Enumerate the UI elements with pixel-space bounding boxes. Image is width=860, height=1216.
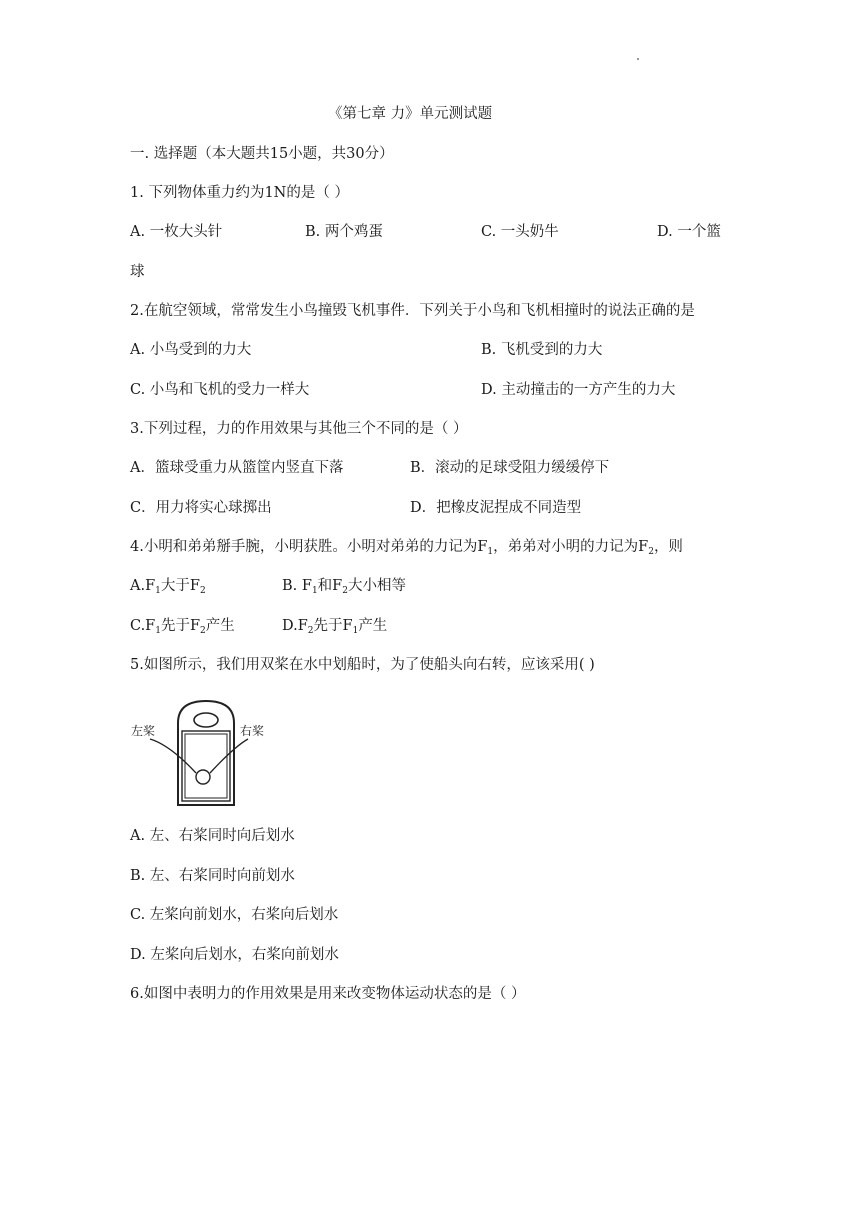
question-3-stem: 3.下列过程，力的作用效果与其他三个不同的是（ ） xyxy=(130,421,468,437)
question-2-option-d: D. 主动撞击的一方产生的力大 xyxy=(481,382,676,398)
question-1-option-a: A. 一枚大头针 xyxy=(130,224,223,240)
page-title: 《第七章 力》单元测试题 xyxy=(328,106,493,122)
question-6-stem: 6.如图中表明力的作用效果是用来改变物体运动状态的是（ ） xyxy=(130,986,526,1002)
question-1-option-d: D. 一个篮 xyxy=(657,224,721,240)
boat-figure xyxy=(130,695,280,815)
question-4-stem: 4.小明和弟弟掰手腕，小明获胜。小明对弟弟的力记为$F_1$，弟弟对小明的力记为$F_2$，则 xyxy=(130,539,683,557)
question-2-option-b: B. 飞机受到的力大 xyxy=(481,342,603,358)
question-5-stem: 5.如图所示，我们用双桨在水中划船时，为了使船头向右转，应该采用( ) xyxy=(130,657,595,673)
question-2-option-c: C. 小鸟和飞机的受力一样大 xyxy=(130,382,310,398)
question-1-stem: 1. 下列物体重力约为1N的是（ ） xyxy=(130,185,349,201)
question-4-option-b: B. $F_1$和$F_2$大小相等 xyxy=(282,578,406,596)
question-3-option-b: B．滚动的足球受阻力缓缓停下 xyxy=(410,460,610,476)
right-oar-label: 右桨 xyxy=(240,724,265,738)
left-oar-label: 左桨 xyxy=(131,724,156,738)
question-4-option-a: $A.F_1$大于$F_2$ xyxy=(130,578,206,596)
page-dot xyxy=(637,58,639,60)
question-1-option-d-wrap: 球 xyxy=(130,264,145,280)
question-5-option-a: A. 左、右桨同时向后划水 xyxy=(130,828,295,844)
question-3-option-d: D．把橡皮泥捏成不同造型 xyxy=(410,500,582,516)
question-3-option-a: A．篮球受重力从篮筐内竖直下落 xyxy=(130,460,344,476)
question-3-option-c: C．用力将实心球掷出 xyxy=(130,500,272,516)
question-1-option-c: C. 一头奶牛 xyxy=(481,224,559,240)
question-2-stem: 2.在航空领域，常常发生小鸟撞毁飞机事件．下列关于小鸟和飞机相撞时的说法正确的是 xyxy=(130,303,695,319)
question-5-option-b: B. 左、右桨同时向前划水 xyxy=(130,868,295,884)
question-4-option-d: $D.F_2$先于$F_1$产生 xyxy=(282,618,388,636)
question-1-option-b: B. 两个鸡蛋 xyxy=(305,224,383,240)
question-5-option-c: C. 左桨向前划水，右桨向后划水 xyxy=(130,907,339,923)
question-2-option-a: A. 小鸟受到的力大 xyxy=(130,342,252,358)
question-4-option-c: $C.F_1$先于$F_2$产生 xyxy=(130,618,235,636)
section-heading: 一. 选择题（本大题共15小题，共30分） xyxy=(130,146,394,162)
question-5-option-d: D. 左桨向后划水，右桨向前划水 xyxy=(130,947,339,963)
